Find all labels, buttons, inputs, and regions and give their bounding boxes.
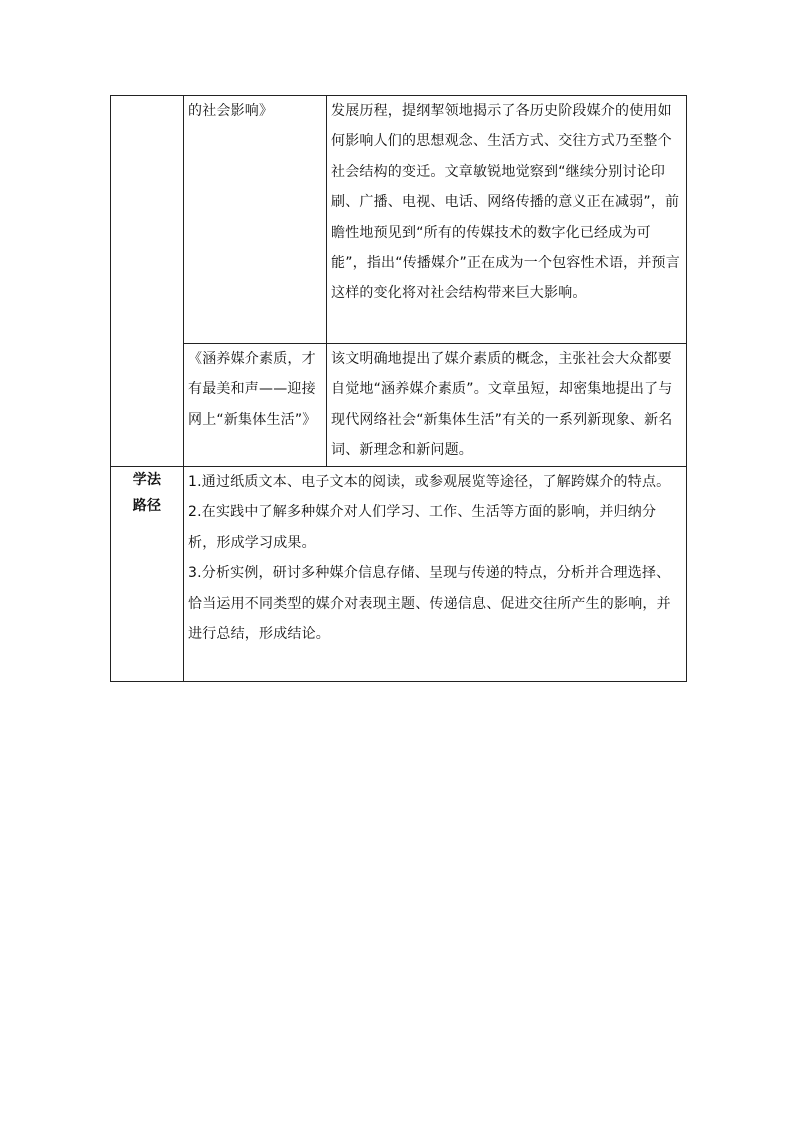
learning-path-item: 2.在实践中了解多种媒介对人们学习、工作、生活等方面的影响，并归纳分析，形成学习成果。 [188,504,657,551]
description-cell: 该文明确地提出了媒介素质的概念，主张社会大众都要自觉地“涵养媒介素质”。文章虽短，却密集地提出了与现代网络社会“新集体生活”有关的一系列新现象、新名词、新理念和新问题。 [327,344,687,467]
learning-path-content-cell [184,467,687,682]
learning-path-label-line2: 路径 [132,498,162,514]
content-table [110,95,687,682]
description-cell: 发展历程，提纲挈领地揭示了各历史阶段媒介的使用如何影响人们的思想观念、生活方式、交往方式乃至整个社会结构的变迁。文章敏锐地觉察到“继续分别讨论印刷、广播、电视、电话、网络传播的意义正在减弱”，前瞻性地预见到“所有的传媒技术的数字化已经成为可能”，指出“传播媒介”正在成为一个包容性术语，并预言这样的变化将对社会结构带来巨大影响。 [327,96,687,344]
title-cell: 《涵养媒介素质，才有最美和声——迎接网上“新集体生活”》 [184,344,327,467]
learning-path-item: 1.通过纸质文本、电子文本的阅读，或参观展览等途径，了解跨媒介的特点。 [188,474,671,490]
learning-path-label-line1: 学法 [132,472,162,488]
learning-path-item: 3.分析实例，研讨多种媒介信息存储、呈现与传递的特点，分析并合理选择、恰当运用不同类型的媒介对表现主题、传递信息、促进交往所产生的影响，并进行总结，形成结论。 [188,565,671,643]
table-row [111,96,687,344]
table-row [111,344,687,467]
table-row [111,467,687,682]
learning-path-label-cell [111,467,184,682]
title-cell: 的社会影响》 [184,96,327,344]
category-cell [111,96,184,467]
